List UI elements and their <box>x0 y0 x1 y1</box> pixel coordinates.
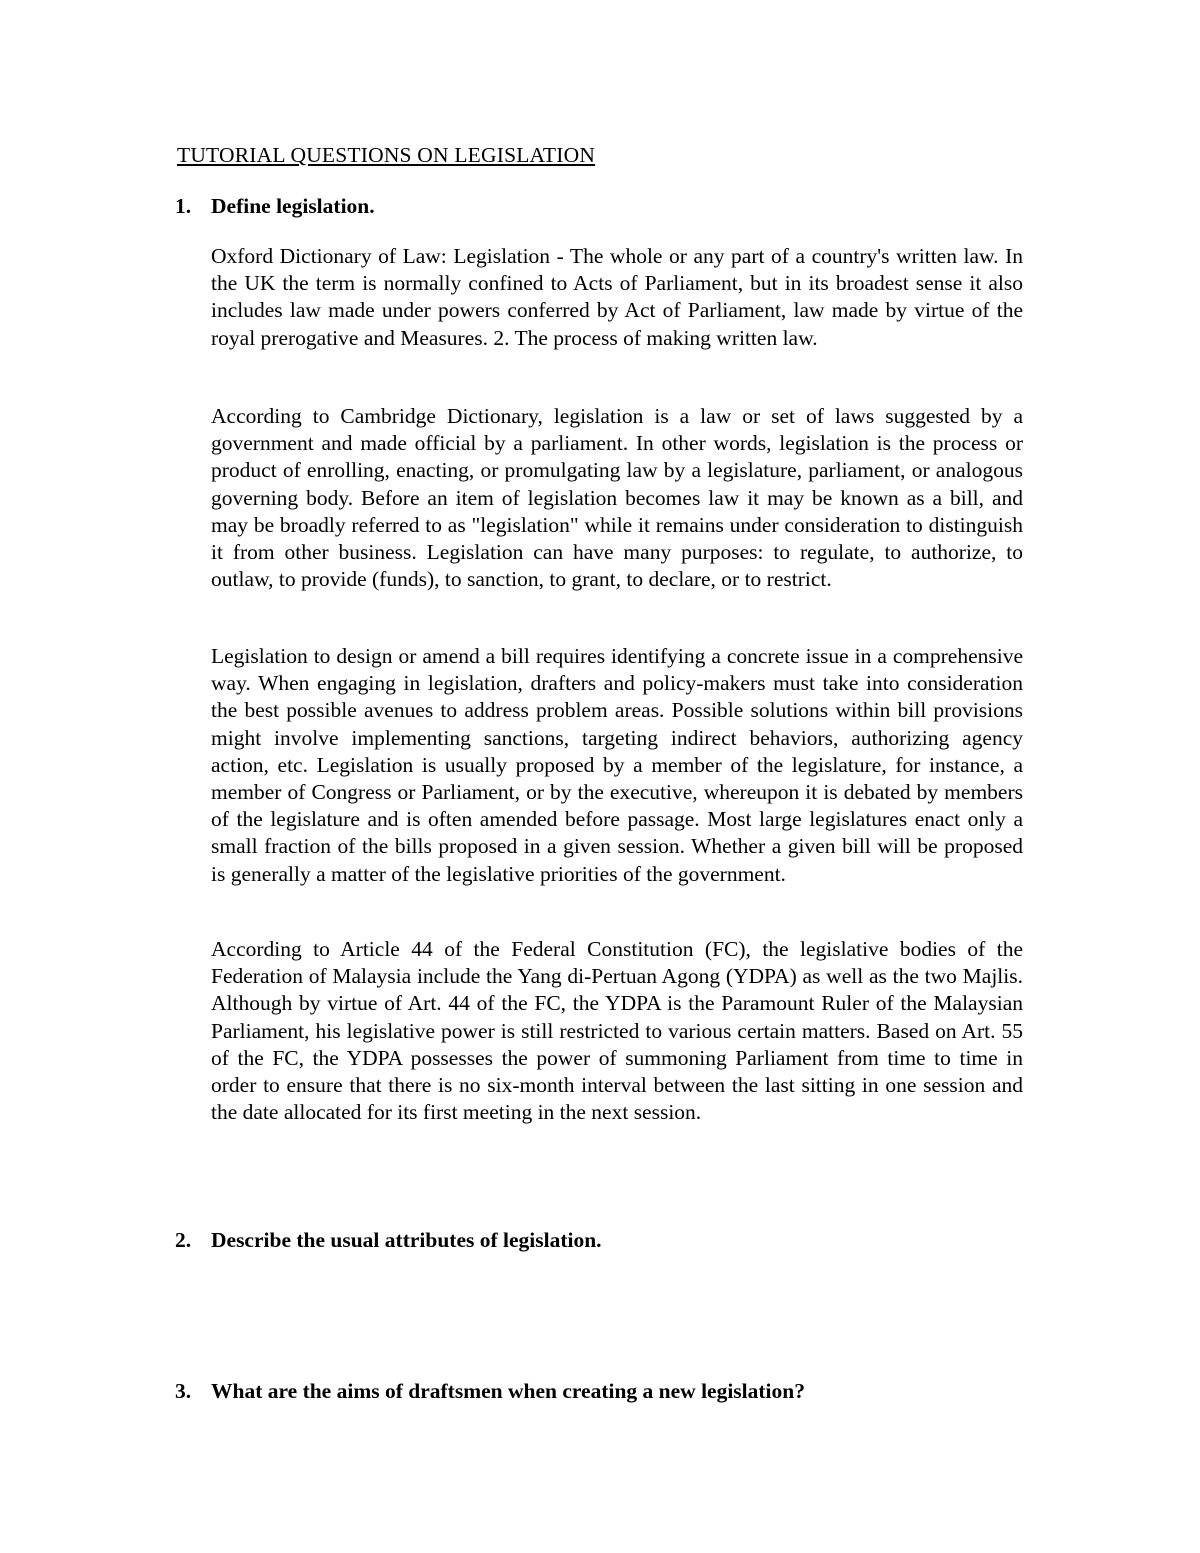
question-number: 1. <box>175 194 192 218</box>
question-text: Define legislation. <box>211 194 375 218</box>
answer-paragraph: Legislation to design or amend a bill requires identifying a concrete issue in a comprehensive way. When engaging in legislation, drafters and policy-makers must take into consideration the best possible avenues to address problem areas. Possible solutions within bill provisions might involve implementing sanctions, targeting indirect behaviors, authorizing agency action, etc. Legislation is usually proposed by a member of the legislature, for instance, a member of Congress or Parliament, or by the executive, whereupon it is debated by members of the legislature and is often amended before passage. Most large legislatures enact only a small fraction of the bills proposed in a given session. Whether a given bill will be proposed is generally a matter of the legislative priorities of the government. <box>211 644 1023 886</box>
question-2 <box>175 1228 602 1253</box>
question-1 <box>175 194 375 219</box>
answer-paragraph: According to Cambridge Dictionary, legislation is a law or set of laws suggested by a government and made official by a parliament. In other words, legislation is the process or product of enrolling, enacting, or promulgating law by a legislature, parliament, or analogous governing body. Before an item of legislation becomes law it may be known as a bill, and may be broadly referred to as "legislation" while it remains under consideration to distinguish it from other business. Legislation can have many purposes: to regulate, to authorize, to outlaw, to provide (funds), to sanction, to grant, to declare, or to restrict. <box>211 404 1023 592</box>
question-number: 2. <box>175 1228 192 1252</box>
document-title: TUTORIAL QUESTIONS ON LEGISLATION <box>177 143 596 167</box>
question-text: Describe the usual attributes of legislation. <box>211 1228 602 1252</box>
question-3 <box>175 1379 805 1404</box>
answer-paragraph: Oxford Dictionary of Law: Legislation - The whole or any part of a country's written law. In the UK the term is normally confined to Acts of Parliament, but in its broadest sense it also includes law made under powers conferred by Act of Parliament, law made by virtue of the royal prerogative and Measures. 2. The process of making written law. <box>211 244 1023 350</box>
question-number: 3. <box>175 1379 192 1403</box>
answer-paragraph: According to Article 44 of the Federal Constitution (FC), the legislative bodies of the Federation of Malaysia include the Yang di-Pertuan Agong (YDPA) as well as the two Majlis. Although by virtue of Art. 44 of the FC, the YDPA is the Paramount Ruler of the Malaysian Parliament, his legislative power is still restricted to various certain matters. Based on Art. 55 of the FC, the YDPA possesses the power of summoning Parliament from time to time in order to ensure that there is no six-month interval between the last sitting in one session and the date allocated for its first meeting in the next session. <box>211 937 1023 1125</box>
question-text: What are the aims of draftsmen when creating a new legislation? <box>211 1379 805 1403</box>
